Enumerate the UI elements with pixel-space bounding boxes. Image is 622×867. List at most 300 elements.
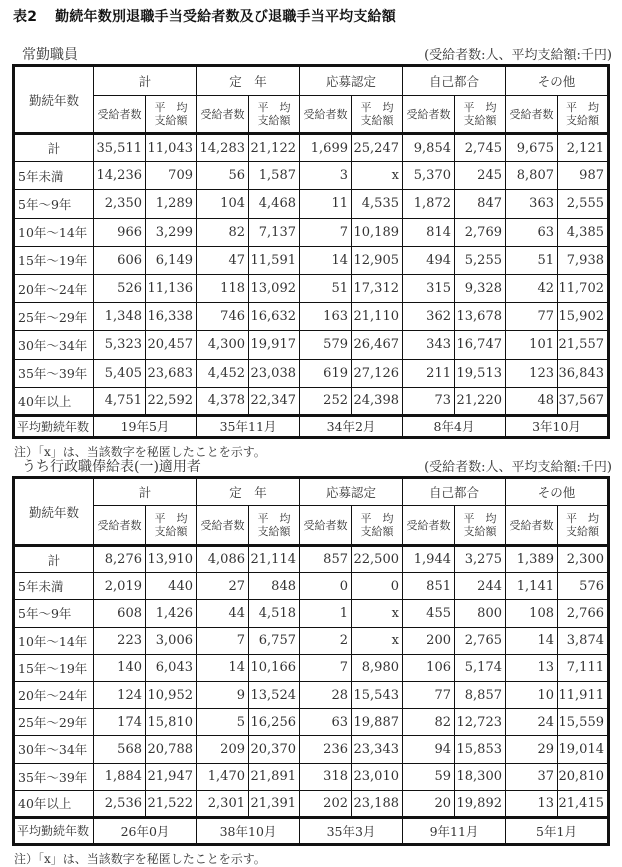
- recipients-cell: 8,276: [94, 546, 146, 573]
- recipients-cell: 211: [403, 359, 455, 387]
- recipients-cell: 606: [94, 246, 146, 274]
- average-amount-cell: 20,457: [146, 331, 197, 359]
- average-amount-cell: 16,747: [455, 331, 506, 359]
- subheader-recipients: 受給者数: [403, 506, 455, 546]
- recipients-cell: 77: [403, 681, 455, 708]
- recipients-cell: 2,301: [197, 790, 249, 817]
- average-amount-cell: 12,723: [455, 709, 506, 736]
- column-group-header: 応募認定: [300, 478, 403, 506]
- recipients-cell: 4,751: [94, 387, 146, 415]
- document-title: [13, 6, 396, 26]
- recipients-cell: 579: [300, 331, 352, 359]
- average-amount-cell: 4,518: [249, 600, 300, 627]
- row-label: 20年～24年: [14, 681, 94, 708]
- recipients-cell: 123: [506, 359, 558, 387]
- average-amount-cell: 17,312: [352, 274, 403, 302]
- average-amount-cell: 3,874: [558, 627, 609, 654]
- table-row: [14, 303, 609, 331]
- recipients-cell: 851: [403, 573, 455, 600]
- average-amount-cell: 19,887: [352, 709, 403, 736]
- footnote: 注）「x」は、当該数字を秘匿したことを示す。: [14, 852, 266, 866]
- average-amount-cell: 10,189: [352, 218, 403, 246]
- recipients-cell: 94: [403, 736, 455, 763]
- subheader-line1: 平 均: [360, 512, 394, 525]
- average-amount-cell: 6,149: [146, 246, 197, 274]
- average-tenure-value: 35年3月: [300, 817, 403, 844]
- subheader-line2: 支給額: [360, 525, 394, 538]
- subheader-recipients: 受給者数: [300, 96, 352, 134]
- recipients-cell: 857: [300, 546, 352, 573]
- average-amount-cell: 800: [455, 600, 506, 627]
- recipients-cell: 2,019: [94, 573, 146, 600]
- table-row: [14, 546, 609, 573]
- subheader-average-amount: [455, 506, 506, 546]
- subheader-line2: 支給額: [360, 114, 394, 127]
- unit-note: (受給者数:人、平均支給額:千円): [424, 48, 612, 63]
- row-header-tenure: 勤続年数: [14, 66, 94, 134]
- average-tenure-value: 38年10月: [197, 817, 300, 844]
- table-row: [14, 709, 609, 736]
- header-row-subcolumns: [14, 96, 609, 134]
- recipients-cell: 73: [403, 387, 455, 415]
- subheader-recipients: 受給者数: [197, 506, 249, 546]
- recipients-cell: 7: [300, 654, 352, 681]
- average-tenure-row: [14, 415, 609, 437]
- subheader-average-amount: [249, 96, 300, 134]
- subheader-recipients: 受給者数: [506, 506, 558, 546]
- average-amount-cell: 847: [455, 190, 506, 218]
- row-label: 30年～34年: [14, 331, 94, 359]
- average-amount-cell: 18,300: [455, 763, 506, 790]
- average-amount-cell: 3,299: [146, 218, 197, 246]
- row-label: 20年～24年: [14, 274, 94, 302]
- average-amount-cell: 1,289: [146, 190, 197, 218]
- average-amount-cell: 21,891: [249, 763, 300, 790]
- recipients-cell: 1,944: [403, 546, 455, 573]
- average-amount-cell: 4,468: [249, 190, 300, 218]
- recipients-cell: 7: [197, 627, 249, 654]
- average-amount-cell: 709: [146, 162, 197, 190]
- column-group-header: 応募認定: [300, 66, 403, 96]
- recipients-cell: 174: [94, 709, 146, 736]
- subheader-average-amount: [558, 96, 609, 134]
- title-text: 勤続年数別退職手当受給者数及び退職手当平均支給額: [55, 9, 396, 25]
- table-number: 表2: [13, 9, 38, 25]
- section-title: うち行政職俸給表(一)適用者: [22, 459, 201, 475]
- recipients-cell: 619: [300, 359, 352, 387]
- average-amount-cell: 7,137: [249, 218, 300, 246]
- table-row: [14, 162, 609, 190]
- recipients-cell: 14: [197, 654, 249, 681]
- subheader-recipients: 受給者数: [300, 506, 352, 546]
- average-amount-cell: 2,121: [558, 134, 609, 162]
- recipients-cell: 63: [506, 218, 558, 246]
- recipients-cell: 106: [403, 654, 455, 681]
- unit-note: (受給者数:人、平均支給額:千円): [424, 460, 612, 475]
- row-label: 25年～29年: [14, 709, 94, 736]
- row-label: 10年～14年: [14, 627, 94, 654]
- recipients-cell: 0: [300, 573, 352, 600]
- column-group-header: 自己都合: [403, 66, 506, 96]
- column-group-header: 定 年: [197, 478, 300, 506]
- recipients-cell: 20: [403, 790, 455, 817]
- row-label: 15年～19年: [14, 654, 94, 681]
- recipients-cell: 82: [197, 218, 249, 246]
- subheader-average-amount: [249, 506, 300, 546]
- column-group-header: 自己都合: [403, 478, 506, 506]
- table-row: [14, 134, 609, 162]
- table-row: [14, 387, 609, 415]
- average-tenure-value: 5年1月: [506, 817, 609, 844]
- table-row: [14, 331, 609, 359]
- average-amount-cell: 23,038: [249, 359, 300, 387]
- row-label: 35年～39年: [14, 763, 94, 790]
- average-amount-cell: 21,557: [558, 331, 609, 359]
- average-amount-cell: 22,500: [352, 546, 403, 573]
- subheader-line2: 支給額: [463, 525, 497, 538]
- table-row: [14, 763, 609, 790]
- recipients-cell: 1,872: [403, 190, 455, 218]
- subheader-recipients: 受給者数: [506, 96, 558, 134]
- average-amount-cell: 987: [558, 162, 609, 190]
- recipients-cell: 608: [94, 600, 146, 627]
- section-header: [0, 456, 622, 474]
- recipients-cell: 27: [197, 573, 249, 600]
- average-amount-cell: 21,522: [146, 790, 197, 817]
- average-amount-cell: 848: [249, 573, 300, 600]
- recipients-cell: 526: [94, 274, 146, 302]
- average-amount-cell: 25,247: [352, 134, 403, 162]
- row-label: 計: [14, 134, 94, 162]
- recipients-cell: 104: [197, 190, 249, 218]
- subheader-recipients: 受給者数: [403, 96, 455, 134]
- table-row: [14, 600, 609, 627]
- average-amount-cell: 12,905: [352, 246, 403, 274]
- table-row: [14, 359, 609, 387]
- row-label: 30年～34年: [14, 736, 94, 763]
- recipients-cell: 236: [300, 736, 352, 763]
- average-amount-cell: 13,678: [455, 303, 506, 331]
- average-amount-cell: 5,255: [455, 246, 506, 274]
- average-amount-cell: 15,559: [558, 709, 609, 736]
- average-tenure-value: 9年11月: [403, 817, 506, 844]
- average-amount-cell: 1,426: [146, 600, 197, 627]
- recipients-cell: 2,536: [94, 790, 146, 817]
- header-row-groups: [14, 66, 609, 96]
- column-group-header: 計: [94, 66, 197, 96]
- recipients-cell: 28: [300, 681, 352, 708]
- table-row: [14, 573, 609, 600]
- subheader-line1: 平 均: [154, 101, 188, 114]
- average-amount-cell: x: [352, 600, 403, 627]
- average-amount-cell: 1,587: [249, 162, 300, 190]
- recipients-cell: 318: [300, 763, 352, 790]
- average-amount-cell: 245: [455, 162, 506, 190]
- average-amount-cell: 21,947: [146, 763, 197, 790]
- recipients-cell: 209: [197, 736, 249, 763]
- table-row: [14, 654, 609, 681]
- average-amount-cell: 15,902: [558, 303, 609, 331]
- recipients-cell: 3: [300, 162, 352, 190]
- average-amount-cell: 2,769: [455, 218, 506, 246]
- average-amount-cell: 2,555: [558, 190, 609, 218]
- average-amount-cell: 21,391: [249, 790, 300, 817]
- recipients-cell: 82: [403, 709, 455, 736]
- recipients-cell: 5: [197, 709, 249, 736]
- recipients-cell: 315: [403, 274, 455, 302]
- subheader-line2: 支給額: [566, 114, 599, 127]
- recipients-cell: 59: [403, 763, 455, 790]
- average-amount-cell: 23,343: [352, 736, 403, 763]
- column-group-header: 計: [94, 478, 197, 506]
- average-amount-cell: 2,300: [558, 546, 609, 573]
- recipients-cell: 51: [506, 246, 558, 274]
- recipients-cell: 363: [506, 190, 558, 218]
- recipients-cell: 4,300: [197, 331, 249, 359]
- recipients-cell: 77: [506, 303, 558, 331]
- section-administrative-staff: [0, 456, 622, 866]
- row-label: 計: [14, 546, 94, 573]
- average-amount-cell: 13,524: [249, 681, 300, 708]
- average-amount-cell: 7,111: [558, 654, 609, 681]
- recipients-cell: 494: [403, 246, 455, 274]
- recipients-cell: 108: [506, 600, 558, 627]
- subheader-average-amount: [558, 506, 609, 546]
- table-row: [14, 274, 609, 302]
- average-amount-cell: 4,385: [558, 218, 609, 246]
- average-amount-cell: 24,398: [352, 387, 403, 415]
- table-row: [14, 681, 609, 708]
- row-label: 15年～19年: [14, 246, 94, 274]
- average-amount-cell: 2,745: [455, 134, 506, 162]
- average-tenure-value: 3年10月: [506, 415, 609, 437]
- subheader-average-amount: [352, 96, 403, 134]
- average-amount-cell: 27,126: [352, 359, 403, 387]
- average-tenure-value: 34年2月: [300, 415, 403, 437]
- recipients-cell: 2,350: [94, 190, 146, 218]
- average-amount-cell: 4,535: [352, 190, 403, 218]
- average-amount-cell: 20,810: [558, 763, 609, 790]
- subheader-line1: 平 均: [566, 101, 599, 114]
- recipients-cell: 118: [197, 274, 249, 302]
- average-amount-cell: 16,632: [249, 303, 300, 331]
- average-amount-cell: 5,174: [455, 654, 506, 681]
- average-amount-cell: 3,275: [455, 546, 506, 573]
- average-tenure-value: 8年4月: [403, 415, 506, 437]
- subheader-line1: 平 均: [566, 512, 599, 525]
- recipients-cell: 1,389: [506, 546, 558, 573]
- recipients-cell: 63: [300, 709, 352, 736]
- recipients-cell: 29: [506, 736, 558, 763]
- row-label: 5年～9年: [14, 600, 94, 627]
- average-amount-cell: 16,256: [249, 709, 300, 736]
- average-amount-cell: 36,843: [558, 359, 609, 387]
- average-amount-cell: 21,110: [352, 303, 403, 331]
- average-amount-cell: 0: [352, 573, 403, 600]
- average-amount-cell: 6,043: [146, 654, 197, 681]
- average-tenure-label: 平均勤続年数: [14, 817, 94, 844]
- recipients-cell: 455: [403, 600, 455, 627]
- subheader-recipients: 受給者数: [94, 96, 146, 134]
- average-amount-cell: x: [352, 627, 403, 654]
- average-amount-cell: 11,043: [146, 134, 197, 162]
- recipients-cell: 101: [506, 331, 558, 359]
- average-amount-cell: 21,122: [249, 134, 300, 162]
- subheader-average-amount: [352, 506, 403, 546]
- average-amount-cell: 13,910: [146, 546, 197, 573]
- recipients-cell: 13: [506, 654, 558, 681]
- average-tenure-value: 19年5月: [94, 415, 197, 437]
- subheader-average-amount: [146, 506, 197, 546]
- recipients-cell: 362: [403, 303, 455, 331]
- average-amount-cell: 11,591: [249, 246, 300, 274]
- recipients-cell: 814: [403, 218, 455, 246]
- recipients-cell: 202: [300, 790, 352, 817]
- average-amount-cell: 21,114: [249, 546, 300, 573]
- row-label: 40年以上: [14, 387, 94, 415]
- recipients-cell: 14,283: [197, 134, 249, 162]
- recipients-cell: 1,884: [94, 763, 146, 790]
- row-label: 40年以上: [14, 790, 94, 817]
- recipients-cell: 35,511: [94, 134, 146, 162]
- average-amount-cell: 15,853: [455, 736, 506, 763]
- subheader-average-amount: [146, 96, 197, 134]
- average-tenure-value: 35年11月: [197, 415, 300, 437]
- data-table: [12, 64, 610, 439]
- section-title: 常勤職員: [22, 47, 78, 63]
- section-header: [0, 44, 622, 62]
- recipients-cell: 14: [506, 627, 558, 654]
- recipients-cell: 4,378: [197, 387, 249, 415]
- table-row: [14, 790, 609, 817]
- column-group-header: その他: [506, 66, 609, 96]
- row-label: 10年～14年: [14, 218, 94, 246]
- recipients-cell: 252: [300, 387, 352, 415]
- average-amount-cell: 8,980: [352, 654, 403, 681]
- subheader-line2: 支給額: [257, 525, 291, 538]
- section-full-time-staff: [0, 44, 622, 459]
- row-label: 5年未満: [14, 162, 94, 190]
- recipients-cell: 14: [300, 246, 352, 274]
- recipients-cell: 13: [506, 790, 558, 817]
- average-amount-cell: 37,567: [558, 387, 609, 415]
- recipients-cell: 2: [300, 627, 352, 654]
- recipients-cell: 9: [197, 681, 249, 708]
- recipients-cell: 44: [197, 600, 249, 627]
- average-amount-cell: 22,592: [146, 387, 197, 415]
- recipients-cell: 56: [197, 162, 249, 190]
- recipients-cell: 223: [94, 627, 146, 654]
- average-amount-cell: 576: [558, 573, 609, 600]
- subheader-line1: 平 均: [360, 101, 394, 114]
- recipients-cell: 42: [506, 274, 558, 302]
- recipients-cell: 24: [506, 709, 558, 736]
- recipients-cell: 5,323: [94, 331, 146, 359]
- subheader-line1: 平 均: [154, 512, 188, 525]
- recipients-cell: 966: [94, 218, 146, 246]
- recipients-cell: 5,405: [94, 359, 146, 387]
- average-amount-cell: 2,765: [455, 627, 506, 654]
- table-row: [14, 627, 609, 654]
- subheader-line1: 平 均: [463, 512, 497, 525]
- recipients-cell: 124: [94, 681, 146, 708]
- average-amount-cell: 21,415: [558, 790, 609, 817]
- recipients-cell: 746: [197, 303, 249, 331]
- recipients-cell: 47: [197, 246, 249, 274]
- average-amount-cell: x: [352, 162, 403, 190]
- recipients-cell: 37: [506, 763, 558, 790]
- average-tenure-label: 平均勤続年数: [14, 415, 94, 437]
- recipients-cell: 11: [300, 190, 352, 218]
- average-amount-cell: 11,136: [146, 274, 197, 302]
- average-amount-cell: 16,338: [146, 303, 197, 331]
- average-amount-cell: 244: [455, 573, 506, 600]
- average-amount-cell: 11,702: [558, 274, 609, 302]
- header-row-subcolumns: [14, 506, 609, 546]
- average-amount-cell: 23,010: [352, 763, 403, 790]
- row-label: 35年～39年: [14, 359, 94, 387]
- average-amount-cell: 15,810: [146, 709, 197, 736]
- average-amount-cell: 10,166: [249, 654, 300, 681]
- subheader-average-amount: [455, 96, 506, 134]
- average-amount-cell: 440: [146, 573, 197, 600]
- average-amount-cell: 15,543: [352, 681, 403, 708]
- table-row: [14, 736, 609, 763]
- recipients-cell: 7: [300, 218, 352, 246]
- subheader-line2: 支給額: [154, 114, 188, 127]
- recipients-cell: 8,807: [506, 162, 558, 190]
- recipients-cell: 200: [403, 627, 455, 654]
- average-amount-cell: 22,347: [249, 387, 300, 415]
- subheader-recipients: 受給者数: [197, 96, 249, 134]
- recipients-cell: 343: [403, 331, 455, 359]
- recipients-cell: 14,236: [94, 162, 146, 190]
- average-amount-cell: 19,513: [455, 359, 506, 387]
- average-amount-cell: 23,683: [146, 359, 197, 387]
- subheader-line1: 平 均: [463, 101, 497, 114]
- average-amount-cell: 11,911: [558, 681, 609, 708]
- subheader-recipients: 受給者数: [94, 506, 146, 546]
- footnote: 注）「x」は、当該数字を秘匿したことを示す。: [14, 445, 266, 459]
- subheader-line2: 支給額: [566, 525, 599, 538]
- average-amount-cell: 23,188: [352, 790, 403, 817]
- subheader-line1: 平 均: [257, 101, 291, 114]
- recipients-cell: 140: [94, 654, 146, 681]
- table-row: [14, 246, 609, 274]
- average-amount-cell: 19,917: [249, 331, 300, 359]
- table-row: [14, 190, 609, 218]
- recipients-cell: 5,370: [403, 162, 455, 190]
- row-label: 25年～29年: [14, 303, 94, 331]
- recipients-cell: 1,470: [197, 763, 249, 790]
- average-tenure-row: [14, 817, 609, 844]
- recipients-cell: 568: [94, 736, 146, 763]
- recipients-cell: 1,141: [506, 573, 558, 600]
- average-amount-cell: 19,014: [558, 736, 609, 763]
- row-header-tenure: 勤続年数: [14, 478, 94, 546]
- average-amount-cell: 13,092: [249, 274, 300, 302]
- recipients-cell: 163: [300, 303, 352, 331]
- recipients-cell: 9,854: [403, 134, 455, 162]
- subheader-line2: 支給額: [154, 525, 188, 538]
- average-amount-cell: 26,467: [352, 331, 403, 359]
- recipients-cell: 51: [300, 274, 352, 302]
- recipients-cell: 48: [506, 387, 558, 415]
- table-row: [14, 218, 609, 246]
- average-tenure-value: 26年0月: [94, 817, 197, 844]
- subheader-line2: 支給額: [257, 114, 291, 127]
- row-label: 5年～9年: [14, 190, 94, 218]
